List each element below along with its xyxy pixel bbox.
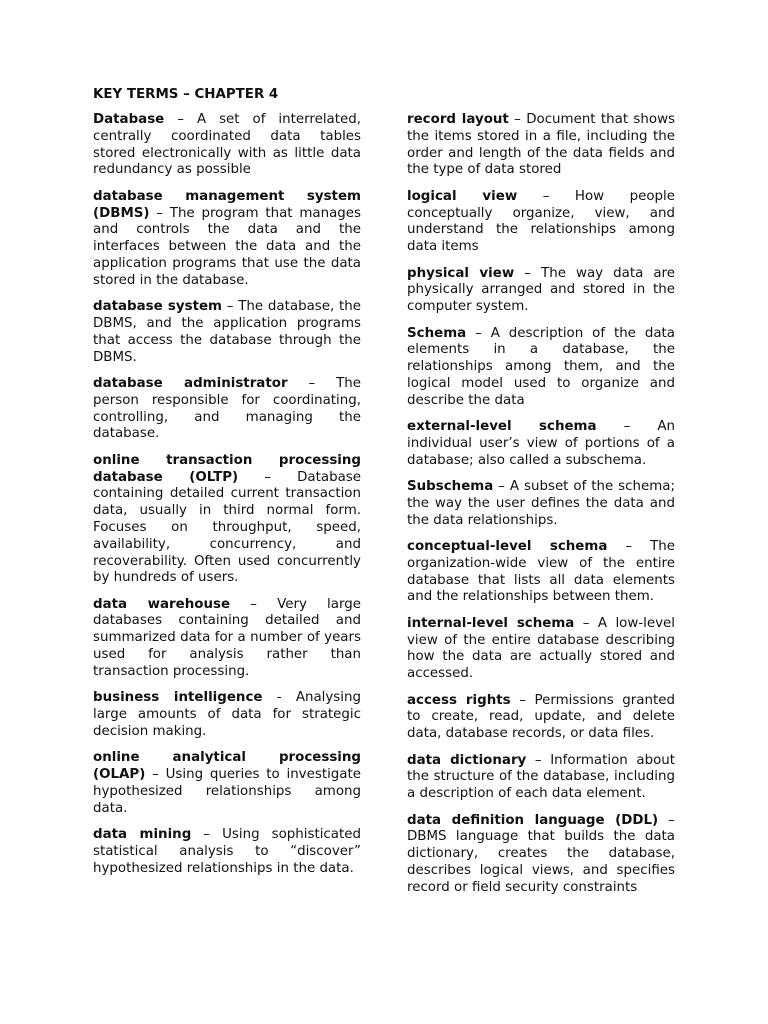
glossary-entry: access rights – Permissions granted to create, read, update, and delete data, database records, or data files. (407, 692, 675, 742)
glossary-entry: business intelligence - Analysing large amounts of data for strategic decision making. (93, 690, 361, 739)
entry-term: business intelligence (93, 690, 263, 706)
glossary-entry: Subschema – A subset of the schema; the way the user defines the data and the data relationships. (407, 479, 675, 528)
glossary-entry: online analytical processing (OLAP) – Using queries to investigate hypothesized relationships among data. (93, 750, 361, 816)
entry-definition: Using sophisticated statistical analysis to “discover” hypothesized relationships in the data. (93, 827, 361, 876)
glossary-entry: Schema – A description of the data elements in a database, the relationships among them, and the logical model used to organize and describe the data (407, 325, 675, 408)
glossary-entry: record layout – Document that shows the items stored in a file, including the order and length of the data fields and the type of data stored (407, 112, 675, 178)
entry-term: Database (93, 112, 165, 127)
entry-definition: DBMS language that builds the data dictionary, creates the database, describes logical views, and specifies record or field security constraints (407, 829, 675, 895)
entry-term: external-level schema (407, 419, 597, 435)
entry-definition: The database, the DBMS, and the application programs that access the database through the DBMS. (93, 299, 362, 365)
entry-term: physical view (407, 265, 515, 281)
entry-definition: Permissions granted to create, read, update, and delete data, database records, or data files. (407, 692, 675, 742)
entry-definition: A low-level view of the entire database describing how the data are actually stored and accessed. (407, 615, 675, 682)
glossary-entry: internal-level schema – A low-level view of the entire database describing how the data are actually stored and accessed. (407, 615, 675, 682)
entry-definition: The organization-wide view of the entire database that lists all data elements and the relationships between them. (407, 539, 675, 605)
page-title: KEY TERMS – CHAPTER 4 (93, 87, 279, 102)
entry-definition: The person responsible for coordinating, controlling, and managing the database. (93, 375, 361, 442)
entry-definition: A description of the data elements in a database, the relationships among them, and the logical model used to organize and describe the data (407, 325, 675, 408)
entry-term: data definition language (DDL) (407, 812, 659, 828)
right-column (407, 112, 675, 906)
glossary-entry: database system – The database, the DBMS, and the application programs that access the database through the DBMS. (93, 299, 362, 365)
entry-definition: Information about the structure of the database, including a description of each data element. (407, 752, 675, 802)
glossary-entry: conceptual-level schema – The organization-wide view of the entire database that lists all data elements and the relationships between them. (407, 539, 675, 605)
entry-term: online analytical processing (OLAP) (93, 750, 361, 783)
glossary-entry: data warehouse – Very large databases containing detailed and summarized data for a number of years used for analysis rather than transaction processing. (93, 596, 361, 679)
entry-definition: Using queries to investigate hypothesized relationships among data. (93, 767, 361, 816)
glossary-entry: database administrator – The person responsible for coordinating, controlling, and managing the database. (93, 375, 361, 442)
entry-definition: The way data are physically arranged and stored in the computer system. (407, 265, 676, 315)
entry-term: online transaction processing database (OLTP) (93, 452, 361, 485)
entry-definition: Very large databases containing detailed and summarized data for a number of years used for analysis rather than transaction processing. (93, 596, 361, 679)
entry-definition: The program that manages and controls the data and the interfaces between the data and the application programs that use the data stored in the database. (93, 205, 361, 288)
entry-definition: Analysing large amounts of data for strategic decision making. (93, 690, 361, 739)
entry-term: data warehouse (93, 596, 231, 612)
glossary-entry: data definition language (DDL) – DBMS language that builds the data dictionary, creates the database, describes logical views, and specifies record or field security constraints (407, 812, 676, 895)
entry-definition: An individual user’s view of portions of a database; also called a subschema. (407, 419, 675, 468)
entry-term: database system (93, 299, 223, 315)
left-column (93, 112, 361, 887)
entry-definition: Database containing detailed current transaction data, usually in third normal form. Focuses on throughput, speed, availability, concurrency, and recoverability. Often used concurrently by hundreds of users. (93, 469, 361, 586)
entry-term: database administrator (93, 375, 288, 391)
glossary-entry: external-level schema – An individual user’s view of portions of a database; also called a subschema. (407, 419, 675, 468)
entry-term: Schema (407, 325, 467, 341)
entry-term: database management system (DBMS) (93, 188, 361, 221)
glossary-entry: online transaction processing database (OLTP) – Database containing detailed current transaction data, usually in third normal form. Focuses on throughput, speed, availability, concurrency, and recoverability. Often used concurrently by hundreds of users. (93, 452, 361, 586)
entry-term: internal-level schema (407, 615, 575, 631)
entry-term: record layout (407, 112, 509, 127)
glossary-entry: logical view – How people conceptually organize, view, and understand the relationships among data items (407, 188, 675, 255)
entry-term: logical view (407, 188, 518, 204)
entry-definition: Document that shows the items stored in a file, including the order and length of the data fields and the type of data stored (407, 112, 675, 178)
entry-definition: A set of interrelated, centrally coordinated data tables stored electronically with as little data redundancy as possible (93, 112, 362, 178)
entry-term: Subschema (407, 479, 494, 495)
glossary-entry: data dictionary – Information about the structure of the database, including a description of each data element. (407, 752, 675, 802)
glossary-entry: Database – A set of interrelated, centrally coordinated data tables stored electronically with as little data redundancy as possible (93, 112, 362, 178)
glossary-entry: physical view – The way data are physically arranged and stored in the computer system. (407, 265, 676, 315)
glossary-entry: database management system (DBMS) – The program that manages and controls the data and the interfaces between the data and the application programs that use the data stored in the database. (93, 188, 361, 288)
entry-definition: A subset of the schema; the way the user defines the data and the data relationships. (407, 479, 675, 528)
entry-term: data dictionary (407, 752, 527, 768)
entry-term: access rights (407, 692, 511, 708)
entry-term: data mining (93, 827, 192, 843)
glossary-entry: data mining – Using sophisticated statistical analysis to “discover” hypothesized relationships in the data. (93, 827, 361, 876)
entry-definition: How people conceptually organize, view, and understand the relationships among data items (407, 188, 675, 255)
entry-term: conceptual-level schema (407, 539, 608, 555)
